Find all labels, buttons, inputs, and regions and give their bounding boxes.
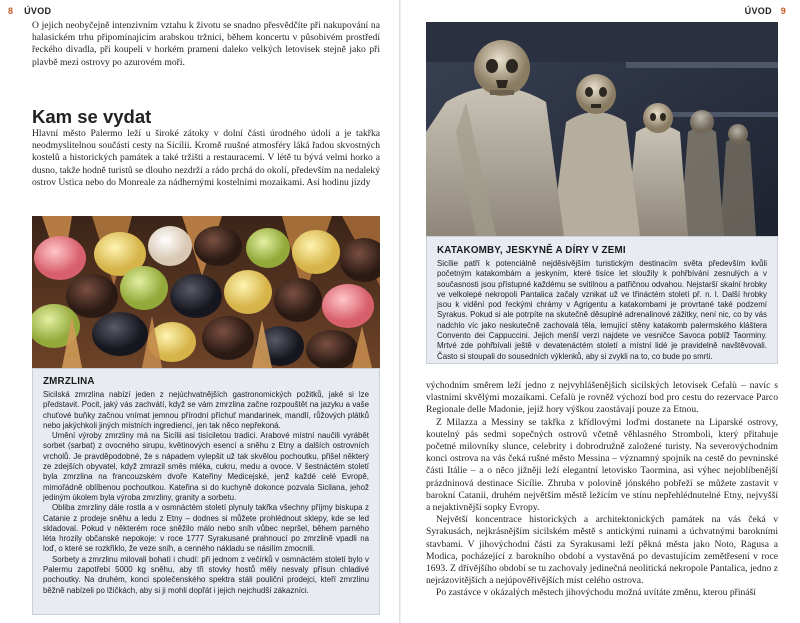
right-paragraph-1: východním směrem leží jedno z nejvyhlášenějších sicilských letovisek Cefalù – navíc s vlastními skvělými mozaikami. Cefalù je rovněž výchozí bod pro cestu do rezervace Parco Regionale delle Madonie, jejíž hory výškou zaostávají pouze za Etnou.	[426, 380, 778, 416]
ice-cream-paragraph-2: Umění výroby zmrzliny má na Sicílii asi tisíciletou tradici. Arabové místní naučili vyrábět sorbet (sarbat) z ovocného sirupu, květinových esencí a sněhu z Etny a dalších ostrovních vrcholů. Je pravděpodobné, že s nápadem vylepšit už tak skvělou pochoutku, přišel některý ze zdejších obyvatel, když zmrazil směs mléka, cukru, medu a ovoce. V šestnáctém století byla zmrzlina na francouzském dvoře Kateřiny Medicejské, jenž každé celé Evropě, mimořádně oblíbenou pochoutkou. Kateřina si do kuchyně dokonce pozvala Sicilana, jehož jediným úkolem byla výroba zmrzliny, granity a sorbetu.	[43, 431, 369, 502]
section-title: Kam se vydat	[32, 106, 152, 127]
ice-cream-paragraph-3: Obliba zmrzliny dále rostla a v osmnáctém století plynuly takřka všechny příjmy biskupa z Catanie z prodeje sněhu a ledu z Etny – dodnes si můžete prohlédnout sklepy, kde se led skladoval. Pokud v některém roce sněžilo málo nebo sníh vůbec nepršel, během parného léta hrozily občanské nepokoje: v roce 1777 Syrakusané prahnoucí po zmrzlině vpadli na loď, o které se rozkřiklo, že veze sníh, a cenného nákladu se násilím zmocnili.	[43, 503, 369, 554]
right-paragraph-2: Z Milazza a Messiny se takřka z křídlovými loďmi dostanete na Liparské ostrovy, koutelný pás sedmi sopečných ostrovů včetně věhlasného Stromboli, který přitahuje početné milovníky slunce, celebrity i dobrodružně založené turisty. Na severovýchodním konci ostrova na vás čeká rušné město Messina – významný spojník na cestě do pevninské části Itálie – a o něco jižněji leží elegantní letovisko Taormina, asi výhec nejoblíbenější prázdninová destinace Sicílie. Zhruba v polovině jónského pobřeží se můžete zastavit v barokní Catanii, druhém největším městě ležícím ve stínu nepřehlédnutelné Etny, nejvyšší a nejaktivnější sopky Evropy.	[426, 416, 778, 514]
catacombs-box-text	[437, 259, 767, 362]
right-paragraph-4: Po zastávce v okázalých městech jihovýchodu možná uvítáte změnu, kterou přináší	[436, 587, 756, 599]
running-head-left	[8, 6, 51, 16]
ice-cream-illustration	[32, 216, 380, 368]
ice-cream-paragraph-1: Sicilská zmrzlina nabízí jeden z nejúchvatnějších gastronomických požitků, jaké si lze představit. Pocit, jaký vás zachvátí, když se vám zmrzlina začne rozpouštět na jazyku a vaše chuťové buňky začnou vnímat jemnou přírodní příchuť mandarinek, mandlí, růžových plátků nebo jakýchkoli jiných místních ingrediencí, jen tak něco nepřekoná.	[43, 390, 369, 430]
right-paragraph-3: Největší koncentrace historických a architektonických památek na vás čeká v Syrakusách, nejkrásnějším sicilském městě s antickými ruinami a úchvatnými barokními stavbami. V jihovýchodní části za Syrakusami leží pěkná města jako Noto, Ragusa a Modica, pocházející z barokního období a vystavěná po devastujícím zemětřesení v roce 1693. Z dřívějšího období se tu zachovaly jedinečná neolitická nekropole Pantalica, jedno z nejrázovitějších a nejúpověřivějších míst celého ostrova.	[426, 514, 778, 587]
ice-cream-info-box	[32, 368, 380, 615]
page-number-right: 9	[780, 6, 786, 16]
running-head-section-left: ÚVOD	[24, 6, 52, 16]
section-paragraph: Hlavní město Palermo leží u široké zátoky v dolní části úrodného údolí a je takřka neodmyslitelnou součástí cesty na Sicílii. Kromě ruušné atmosféry láká řadou skvostných kostelů a historických památek a také tržišti a restauracemi. V létě tu bývá velmi horko a dusno, takže hodně turistů se dlouho nezdrží a rádo prchá do okolí, především na nedaleký ostrov Ustica nebo do Monreale za nádhernými kostelními mozaikami. Asi hodinu jízdy	[32, 128, 380, 188]
page-number-left: 8	[8, 6, 14, 16]
running-head-section-right: ÚVOD	[744, 6, 772, 16]
catacombs-photo	[426, 22, 778, 236]
section-body	[32, 128, 380, 189]
ice-cream-box-title: ZMRZLINA	[43, 376, 95, 387]
right-page	[400, 0, 800, 623]
right-body-text	[426, 380, 778, 600]
catacombs-info-box	[426, 236, 778, 364]
running-head-right	[745, 6, 786, 16]
ice-cream-photo	[32, 216, 380, 368]
catacombs-illustration	[426, 22, 778, 236]
catacombs-paragraph: Sicílie patří k potenciálně nejděsivějším turistickým destinacím světa především kvůli početným katakombám a jeskyním, které tisíce let sloužily k pohřbívání zesnulých a v současnosti jsou přístupné každému se svitilnou a patřičnou odvahou. Nejstarší skalní hrobky ve velkolepé nekropoli Pantalica začaly vznikat už ve třináctém století př. n. l. Další hrobky jsou k vidění pod řeckými chrámy v Agrigentu a katakombami je provrtané také podzemí Syrakus. Pokud si ale potrpíte na skutečně děsuplné adrenalinové zážitky, není nic, co by vás nadchlo víc jako neskutečně zachovalá těla, lemující stěny katakomb palermského kláštera Convento dei Cappuccini. Jejich menší verzi najdete ve vesničce Savoca poblíž Taorminy. Mrtvé zde pohřbívali ještě v devatenáctém století a místní lidé je pravidelně navštěvovali. Často si stoupali do sousedních výklenků, aby si zvykli na to, co bude po smrti.	[437, 259, 767, 361]
ice-cream-box-text	[43, 390, 369, 596]
ice-cream-paragraph-4: Sorbety a zmrzlinu milovali bohatí i chudí: při jednom z večírků v osmnáctém století bylo v Palermu zapotřebí 5000 kg sněhu, aby tři stovky hostů měly nesvaly přísun chladivé pochoutky. Na druhém, konci společenského spektra stáli pouliční prodejci, kteří zmrzlinu běžně nabízeli po lžičkách, aby si ji mohli dopřát i jejich nejchudší zákazníci.	[43, 554, 369, 595]
catacombs-box-title: KATAKOMBY, JESKYNĚ A DÍRY V ZEMI	[437, 245, 626, 256]
intro-text	[32, 20, 380, 69]
intro-paragraph: O jejich neobyčejně intenzivním vztahu k životu se snadno přesvědčíte při nakupování na halasickém trhu připomínajícím arabskou tržnici, během koncertu v působivém prostředí řeckého divadla, při koupeli v horkém prameni daleko velkých letovisek stejně jako při plavbě mezi ostrovy po azurovém moři.	[32, 20, 380, 68]
